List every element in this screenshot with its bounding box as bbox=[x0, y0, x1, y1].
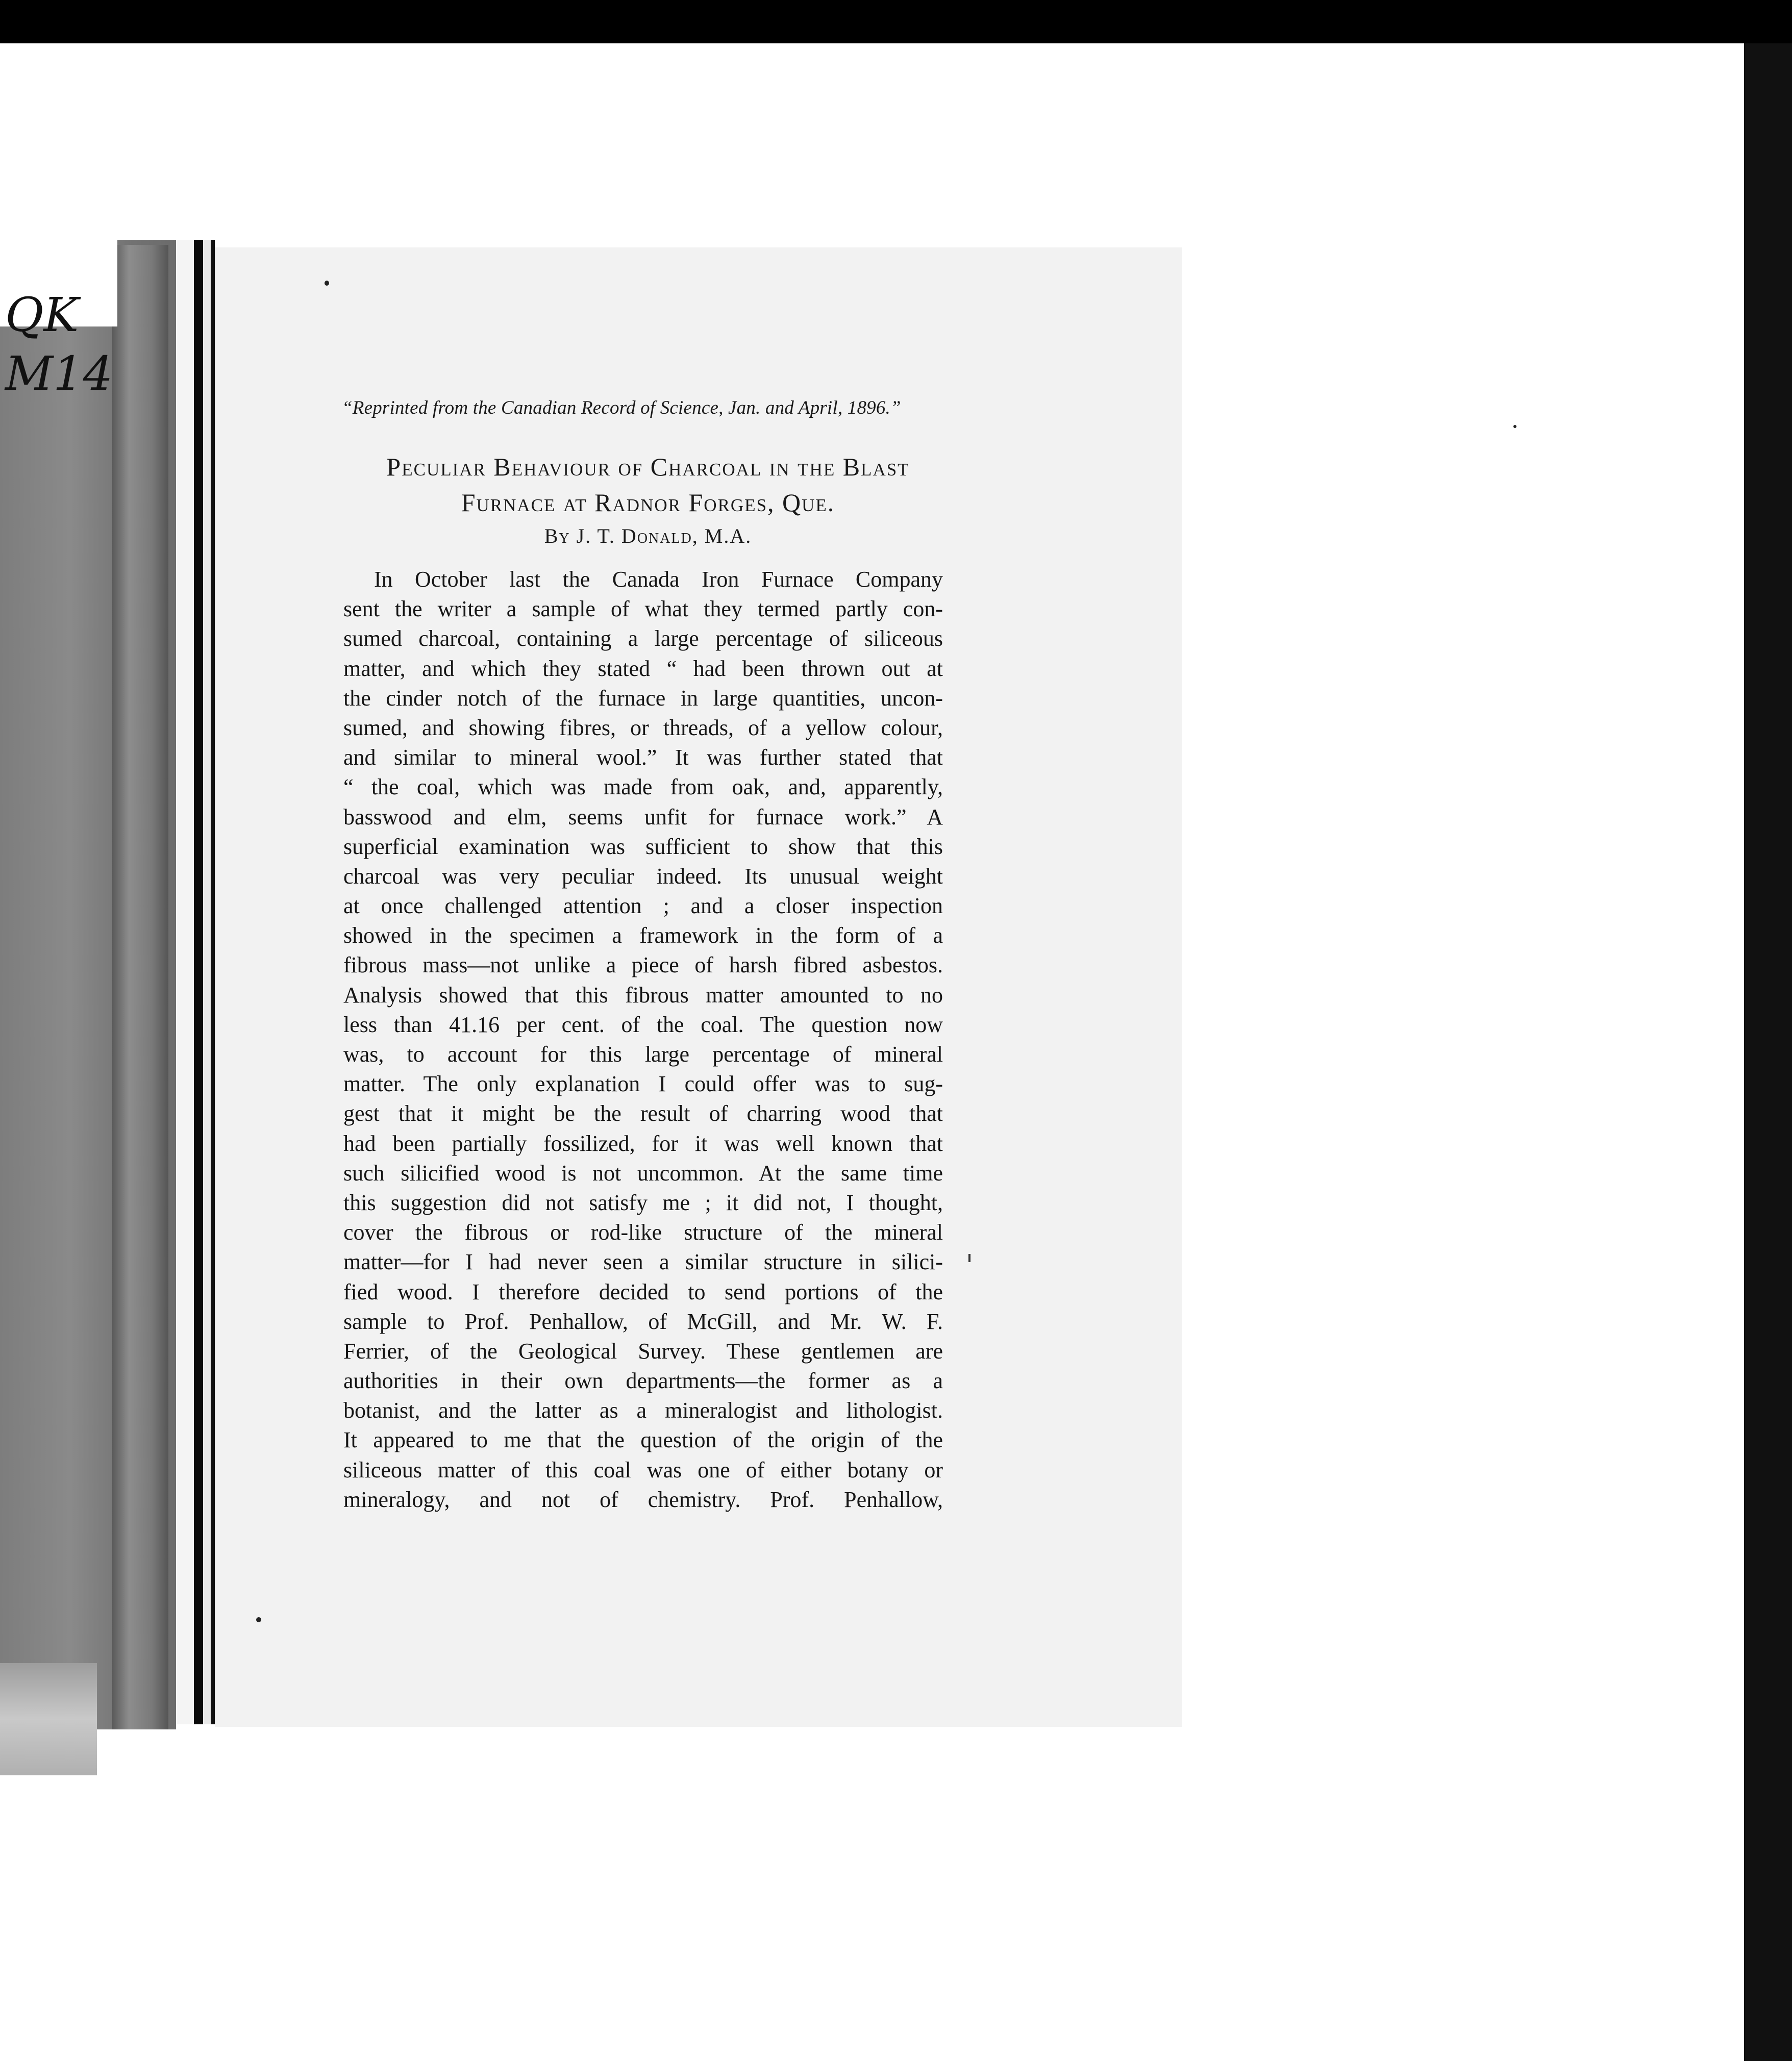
body-line: sample to Prof. Penhallow, of McGill, and Mr. W. F. bbox=[343, 1309, 943, 1334]
body-line: fibrous mass—not unlike a piece of harsh fibred asbestos. bbox=[343, 952, 943, 978]
body-line: Analysis showed that this fibrous matter amounted to no bbox=[343, 982, 943, 1008]
body-line: In October last the Canada Iron Furnace Company bbox=[374, 567, 943, 592]
body-line: siliceous matter of this coal was one of either botany or bbox=[343, 1457, 943, 1482]
body-line: It appeared to me that the question of the origin of the bbox=[343, 1427, 943, 1453]
call-number-line2: M14 bbox=[5, 346, 113, 401]
body-line: matter. The only explanation I could offer was to sug- bbox=[343, 1071, 943, 1097]
body-line: superficial examination was sufficient to show that this bbox=[343, 834, 943, 859]
call-number bbox=[5, 286, 113, 403]
page-edge-shadow bbox=[194, 240, 203, 1724]
body-line: cover the fibrous or rod-like structure of the mineral bbox=[343, 1220, 943, 1245]
reprint-note: “Reprinted from the Canadian Record of Science, Jan. and April, 1896.” bbox=[342, 397, 901, 418]
body-line: the cinder notch of the furnace in large quantities, uncon- bbox=[343, 685, 943, 711]
page-speck bbox=[256, 1617, 261, 1622]
article-body bbox=[343, 565, 943, 1515]
page-speck bbox=[325, 281, 329, 286]
body-line: sumed, and showing fibres, or threads, of a yellow colour, bbox=[343, 715, 943, 740]
binding-spine bbox=[112, 245, 168, 1729]
article-title-line1: Peculiar Behaviour of Charcoal in the Blast bbox=[386, 453, 910, 481]
author-byline: By J. T. Donald, M.A. bbox=[544, 524, 752, 547]
page-edge-gutter bbox=[211, 240, 215, 1724]
body-line: matter—for I had never seen a similar structure in silici- bbox=[343, 1249, 943, 1275]
article-title bbox=[347, 449, 949, 520]
binding-tape bbox=[0, 1663, 97, 1775]
body-line: botanist, and the latter as a mineralogist and lithologist. bbox=[343, 1398, 943, 1423]
body-line: charcoal was very peculiar indeed. Its unusual weight bbox=[343, 863, 943, 889]
body-line: “ the coal, which was made from oak, and, apparently, bbox=[343, 774, 943, 800]
article-title-line2: Furnace at Radnor Forges, Que. bbox=[461, 488, 835, 517]
body-line: sumed charcoal, containing a large percentage of siliceous bbox=[343, 626, 943, 651]
body-line: matter, and which they stated “ had been thrown out at bbox=[343, 656, 943, 681]
body-line: showed in the specimen a framework in the form of a bbox=[343, 923, 943, 948]
body-line: basswood and elm, seems unfit for furnace work.” A bbox=[343, 804, 943, 830]
body-line: authorities in their own departments—the former as a bbox=[343, 1368, 943, 1394]
body-line: gest that it might be the result of charring wood that bbox=[343, 1101, 943, 1126]
body-line: such silicified wood is not uncommon. At the same time bbox=[343, 1160, 943, 1186]
page-speck bbox=[968, 1254, 970, 1262]
call-number-line1: QK bbox=[5, 288, 79, 342]
body-line: at once challenged attention ; and a closer inspection bbox=[343, 893, 943, 919]
page-edge bbox=[176, 240, 194, 1724]
body-line: was, to account for this large percentage of mineral bbox=[343, 1042, 943, 1067]
page-speck bbox=[1513, 425, 1516, 428]
scan-right-border bbox=[1744, 43, 1792, 2061]
body-line: and similar to mineral wool.” It was further stated that bbox=[343, 745, 943, 770]
body-line: less than 41.16 per cent. of the coal. The question now bbox=[343, 1012, 943, 1037]
body-line: this suggestion did not satisfy me ; it did not, I thought, bbox=[343, 1190, 943, 1215]
body-line: mineralogy, and not of chemistry. Prof. Penhallow, bbox=[343, 1487, 943, 1512]
page-edge-inner bbox=[203, 240, 211, 1724]
body-line: fied wood. I therefore decided to send portions of the bbox=[343, 1279, 943, 1304]
body-line: Ferrier, of the Geological Survey. These gentlemen are bbox=[343, 1338, 943, 1364]
body-line: sent the writer a sample of what they termed partly con- bbox=[343, 596, 943, 622]
body-line: had been partially fossilized, for it was well known that bbox=[343, 1130, 943, 1156]
